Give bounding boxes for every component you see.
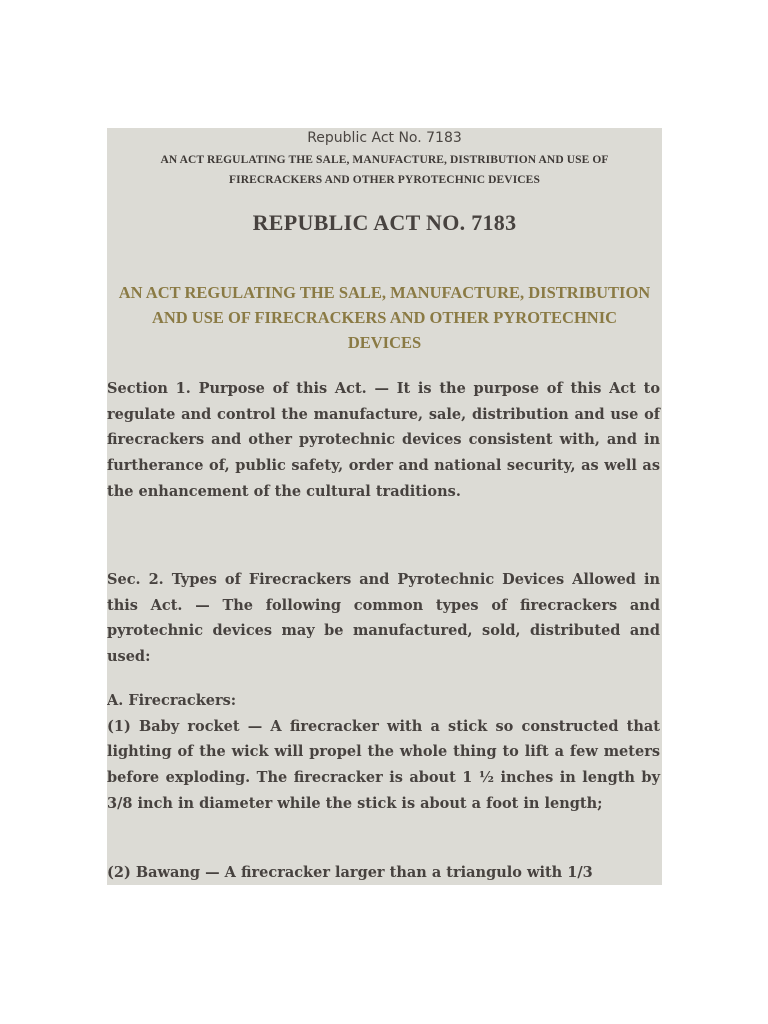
main-title: REPUBLIC ACT NO. 7183 (252, 210, 517, 235)
header-subtitle: AN ACT REGULATING THE SALE, MANUFACTURE, DISTRIBUTION AND USE OF FIRECRACKERS AND OTHER PYROTECHNIC DEVICES (160, 154, 609, 186)
item-2-paragraph: (2) Bawang — A firecracker larger than a triangulo with 1/3 (107, 864, 593, 881)
main-subtitle: AN ACT REGULATING THE SALE, MANUFACTURE, DISTRIBUTION AND USE OF FIRECRACKERS AND OTHER PYROTECHNIC DEVICES (118, 283, 651, 352)
subsection-a-heading: A. Firecrackers: (107, 692, 237, 709)
section-1-paragraph: Section 1. Purpose of this Act. — It is the purpose of this Act to regulate and control the manufacture, sale, distribution and use of firecrackers and other pyrotechnic devices consistent with, and in furtherance of, public safety, order and national security, as well as the enhancement of the cultural traditions. (107, 380, 660, 500)
item-1-paragraph: (1) Baby rocket — A firecracker with a stick so constructed that lighting of the wick will propel the whole thing to lift a few meters before exploding. The firecracker is about 1 ½ inches in length by 3/8 inch in diameter while the stick is about a foot in length; (107, 717, 660, 812)
section-2-paragraph: Sec. 2. Types of Firecrackers and Pyrotechnic Devices Allowed in this Act. — The following common types of firecrackers and pyrotechnic devices may be manufactured, sold, distributed and used: (107, 571, 660, 666)
document-page (107, 128, 662, 885)
header-title: Republic Act No. 7183 (307, 130, 462, 146)
subsection-a (107, 688, 660, 817)
